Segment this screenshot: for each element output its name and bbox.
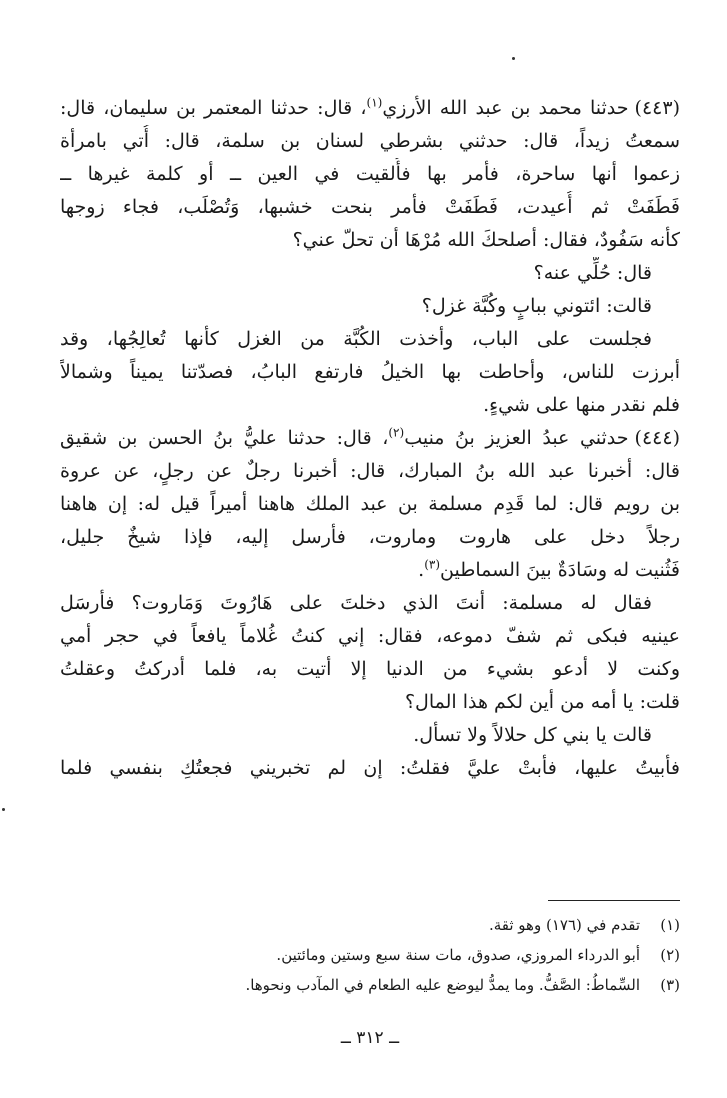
footnote-ref: (١) <box>366 95 383 110</box>
footnote-text: أبو الدرداء المروزي، صدوق، مات سنة سبع وستين ومائتين. <box>276 946 640 964</box>
footnote-ref: (٣) <box>424 557 441 572</box>
line-text-continued: . <box>418 559 425 581</box>
line-text: فقال له مسلمة: أنتَ الذي دخلتَ على هَارُوتَ وَمَاروت؟ فأرسَل <box>60 592 652 614</box>
line-text: قلت: يا أمه من أين لكم هذا المال؟ <box>404 691 680 713</box>
footnote-number: (٣) <box>660 976 680 994</box>
line-text: فَثُنيت له وسَادَةٌ بينَ السماطين <box>440 559 680 581</box>
line-text-continued: ، قال: حدثنا عليُّ بنُ الحسن بن شقيق <box>60 427 389 449</box>
hadith-number: (٤٤٣) <box>634 97 680 119</box>
footnote-number: (٢) <box>660 946 680 964</box>
text-line <box>60 422 680 455</box>
line-text: حدثنا محمد بن عبد الله الأرزي <box>382 97 629 119</box>
line-text: قال: أخبرنا عبد الله بنُ المبارك، قال: أخبرنا رجلٌ عن رجلٍ، عن عروة <box>60 460 680 482</box>
main-text <box>60 92 680 785</box>
text-line <box>60 587 680 620</box>
text-line <box>60 356 680 389</box>
text-line <box>60 257 680 290</box>
line-text: عينيه فبكى ثم شفّ دموعه، فقال: إني كنتُ غُلاماً يافعاً في حجر أمي <box>60 625 680 647</box>
text-line <box>60 455 680 488</box>
scan-speck <box>2 808 5 811</box>
line-text-continued: ، قال: حدثنا المعتمر بن سليمان، قال: <box>60 97 367 119</box>
text-line <box>60 323 680 356</box>
text-line <box>60 554 680 587</box>
line-text: وكنت لا أدعو بشيء من الدنيا إلا أتيت به، فلما أدركتُ وعقلتُ <box>60 658 680 680</box>
text-line <box>60 488 680 521</box>
text-line <box>60 686 680 719</box>
footnote-separator <box>548 900 680 901</box>
text-line <box>60 752 680 785</box>
text-line <box>60 125 680 158</box>
text-line <box>60 521 680 554</box>
text-line <box>60 653 680 686</box>
line-text: سمعتُ زيداً، قال: حدثني بشرطي لسنان بن سلمة، قال: أُتي بامرأة <box>60 130 680 152</box>
text-line <box>60 158 680 191</box>
footnote-text: السِّماطُ: الصَّفُّ. وما يمدُّ ليوضع عليه الطعام في المآدب ونحوها. <box>245 976 640 994</box>
footnote-ref: (٢) <box>388 425 405 440</box>
footnote <box>60 910 680 940</box>
footnote-number: (١) <box>660 916 680 934</box>
scan-speck <box>512 57 515 60</box>
line-text: فجلست على الباب، وأخذت الكُبَّة من الغزل كأنها تُعالِجُها، وقد <box>60 328 652 350</box>
text-line <box>60 224 680 257</box>
text-line <box>60 719 680 752</box>
line-text: قالت: ائتوني ببابٍ وكُبَّة غزل؟ <box>421 295 652 317</box>
line-text: فلم نقدر منها على شيءٍ. <box>483 394 680 416</box>
page-number: ــ ٣١٢ ــ <box>340 1028 400 1048</box>
line-text: أبرزت للناس، وأحاطت بها الخيلُ فارتفع البابُ، فصدّتنا يميناً وشمالاً <box>60 361 680 383</box>
line-text: فأبيتُ عليها، فأبتْ عليَّ فقلتُ: إن لم تخبريني فجعتُكِ بنفسي فلما <box>60 757 680 779</box>
line-text: فَطَفَتْ ثم أُعيدت، فَطَفَتْ فأمر بنحت خشبها، وَتُصْلَب، فجاء زوجها <box>60 196 680 218</box>
text-line <box>60 620 680 653</box>
hadith-number: (٤٤٤) <box>634 427 680 449</box>
text-line <box>60 92 680 125</box>
text-line <box>60 389 680 422</box>
text-line <box>60 290 680 323</box>
footnote-text: تقدم في (١٧٦) وهو ثقة. <box>488 916 640 934</box>
text-line <box>60 191 680 224</box>
footnote <box>60 940 680 970</box>
line-text: رجلاً دخل على هاروت وماروت، فأرسل إليه، فإذا شيخٌ جليل، <box>60 526 680 548</box>
line-text: قالت يا بني كل حلالاً ولا تسأل. <box>413 724 652 746</box>
footnote <box>60 970 680 1000</box>
line-text: كأنه سَفُودٌ، فقال: أصلحكَ الله مُرْهَا أن تحلّ عني؟ <box>292 229 680 251</box>
footnotes <box>60 910 680 1000</box>
line-text: زعموا أنها ساحرة، فأمر بها فأُلقيت في العين ــ أو كلمة غيرها ــ <box>60 163 680 185</box>
line-text: قال: حُلِّي عنه؟ <box>533 262 652 284</box>
book-page <box>60 0 680 1098</box>
line-text: بن رويم قال: لما قَدِم مسلمة بن عبد الملك هاهنا أميراً قيل له: إن هاهنا <box>60 493 680 515</box>
line-text: حدثني عبدُ العزيز بنُ منيب <box>404 427 629 449</box>
